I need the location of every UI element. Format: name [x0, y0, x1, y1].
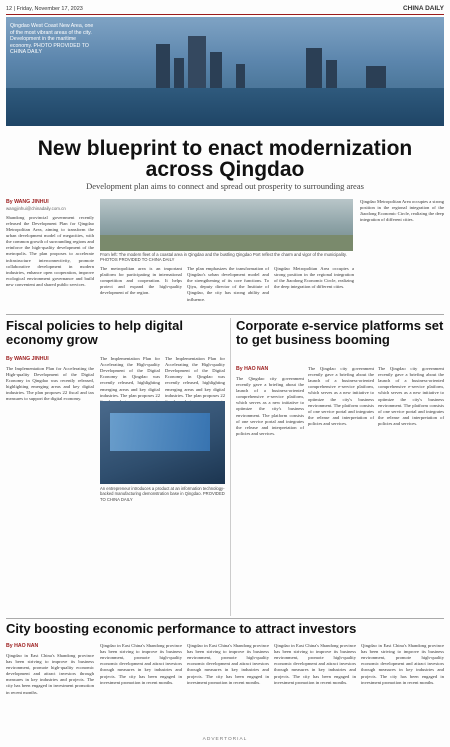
display-screen	[110, 413, 210, 451]
city-col2: Qingdao in East China's Shandong province has been striving to improve its business environment, promote high-quality economic development and attract investors through measures in key industries and projects. The city has been engaged in investment promotion in recent months.	[100, 643, 182, 685]
main-col4: Qingdao Metropolitan Area occupies a strong position in the regional integration of the Jiaodong Economic Circle, realizing the deep integration of different cities.	[274, 266, 354, 290]
sea	[6, 88, 444, 126]
page-header	[6, 4, 444, 14]
main-left-column	[6, 199, 94, 288]
paper-name: CHINA DAILY	[402, 5, 444, 12]
corporate-headline: Corporate e-service platforms set to get business booming	[236, 318, 444, 347]
main-col1-text: Shandong provincial government recently released the Development Plan for Qingdao Metropolitan Area, aiming to transform the urban development model of megacities, with the common growth of surrounding regions and reinforce the high-quality development of the metropolis. The plan proposes to accelerate infrastructure interconnectivity, promote collaborative development in modern industries, enhance open cooperation, improve ecological environment governance and build new convenient and shared public services.	[6, 214, 94, 287]
header-rule	[6, 14, 444, 15]
fiscal-body: The Implementation Plan for Accelerating the High-quality Development of the Digital Economy in Qingdao was recently released, highlighting emerging areas and key digital industries. The plan proposes 22 fiscal and tax measures to support the digital economy.	[6, 365, 94, 402]
advertorial-label: ADVERTORIAL	[202, 737, 248, 742]
main-right-column: Qingdao Metropolitan Area occupies a strong position in the regional integration of the Jiaodong Economic Circle, realizing the deep integration of different cities.	[360, 199, 444, 223]
page-info: 12 | Friday, November 17, 2023	[6, 6, 83, 12]
fiscal-col2: The Implementation Plan for Accelerating the High-quality Development of the Digital Economy in Qingdao was recently released, highlighting emerging areas and key digital industries. The plan proposes 22	[100, 356, 160, 398]
fiscal-photo	[100, 401, 225, 484]
city-col4: Qingdao in East China's Shandong province has been striving to improve its business environment, promote high-quality economic development and attract investors through measures in key industries and projects. The city has been engaged in investment promotion in recent months.	[274, 643, 356, 685]
hero-photo	[6, 17, 444, 126]
ground	[100, 235, 353, 251]
corporate-byline: By HAO NAN	[236, 366, 269, 372]
corporate-col3: The Qingdao city government recently gave a briefing about the launch of a business-oriented comprehensive e-service platform, which serves as a new initiative to optimize the city's business environment. The platform consists of one service portal and integrates the release and interpretation of policies and services.	[378, 366, 444, 426]
section-rule	[6, 618, 444, 619]
city-headline: City boosting economic performance to attract investors	[6, 621, 357, 636]
main-byline: By WANG JINHUI	[6, 199, 49, 205]
city-left-col	[6, 643, 94, 696]
main-headline: New blueprint to enact modernization across Qingdao	[37, 137, 413, 181]
main-col2: The metropolitan area is an important platform for participating in international competition and cooperation. It helps protect and expand the high-quality development of the region.	[100, 266, 182, 296]
fiscal-photo-caption: An entrepreneur introduces a product at an information technology-backed manufacturing demonstration base in Qingdao. PROVIDED TO CHINA DAILY	[100, 486, 225, 502]
building	[188, 36, 206, 96]
city-col5: Qingdao in East China's Shandong province has been striving to improve its business environment, promote high-quality economic development and attract investors through measures in key industries and projects. The city has been engaged in investment promotion in recent months.	[361, 643, 444, 685]
main-col3: The plan emphasizes the transformation of Qingdao's urban development model and the strengthening of its core functions. To Qiyu, deputy director of the Institute of Qingdao, the city has strong ability and influence.	[187, 266, 269, 302]
city-byline: By HAO NAN	[6, 643, 39, 649]
corporate-body: The Qingdao city government recently gave a briefing about the launch of a business-oriented comprehensive e-service platform, which serves as a new initiative to optimize the city's business environment. The platform consists of one service portal and integrates the release and interpretation of policies and services.	[236, 375, 304, 436]
main-subhead: Development plan aims to connect and spread out prosperity to surrounding areas	[86, 181, 364, 191]
city-photo	[100, 199, 353, 251]
corporate-left-col	[236, 366, 304, 437]
fiscal-headline: Fiscal policies to help digital economy grow	[6, 318, 183, 347]
corporate-col2: The Qingdao city government recently gave a briefing about the launch of a business-oriented comprehensive e-service platform, which serves as a new initiative to optimize the city's business environment. The platform consists of one service portal and integrates the release and interpretation of policies and services.	[308, 366, 374, 426]
fiscal-col3: The Implementation Plan for Accelerating the High-quality Development of the Digital Economy in Qingdao was recently released, highlighting emerging areas and key digital industries. The plan proposes 22	[165, 356, 225, 398]
hero-caption: Qingdao West Coast New Area, one of the most vibrant areas of the city. Development in the maritime economy. PHOTO PROVIDED TO CHINA DAILY	[10, 23, 94, 55]
main-byline-email: wangjinhui@chinadaily.com.cn	[6, 205, 66, 211]
section-rule	[6, 314, 444, 315]
city-body: Qingdao in East China's Shandong province has been striving to improve its business environment, promote high-quality economic development and attract investors through measures in key industries and projects. The city has been engaged in investment promotion in recent months.	[6, 652, 94, 695]
city-photo-caption: From left: The modern fleet of a coastal area in Qingdao and the bustling Qingdao Port reflect the charm and vigor of the municipality. PHOTOS PROVIDED TO CHINA DAILY	[100, 252, 347, 263]
column-rule	[230, 318, 231, 616]
fiscal-left-col	[6, 356, 94, 403]
fiscal-byline: By WANG JINHUI	[6, 356, 49, 362]
city-col3: Qingdao in East China's Shandong province has been striving to improve its business environment, promote high-quality economic development and attract investors through measures in key industries and projects. The city has been engaged in investment promotion in recent months.	[187, 643, 269, 685]
